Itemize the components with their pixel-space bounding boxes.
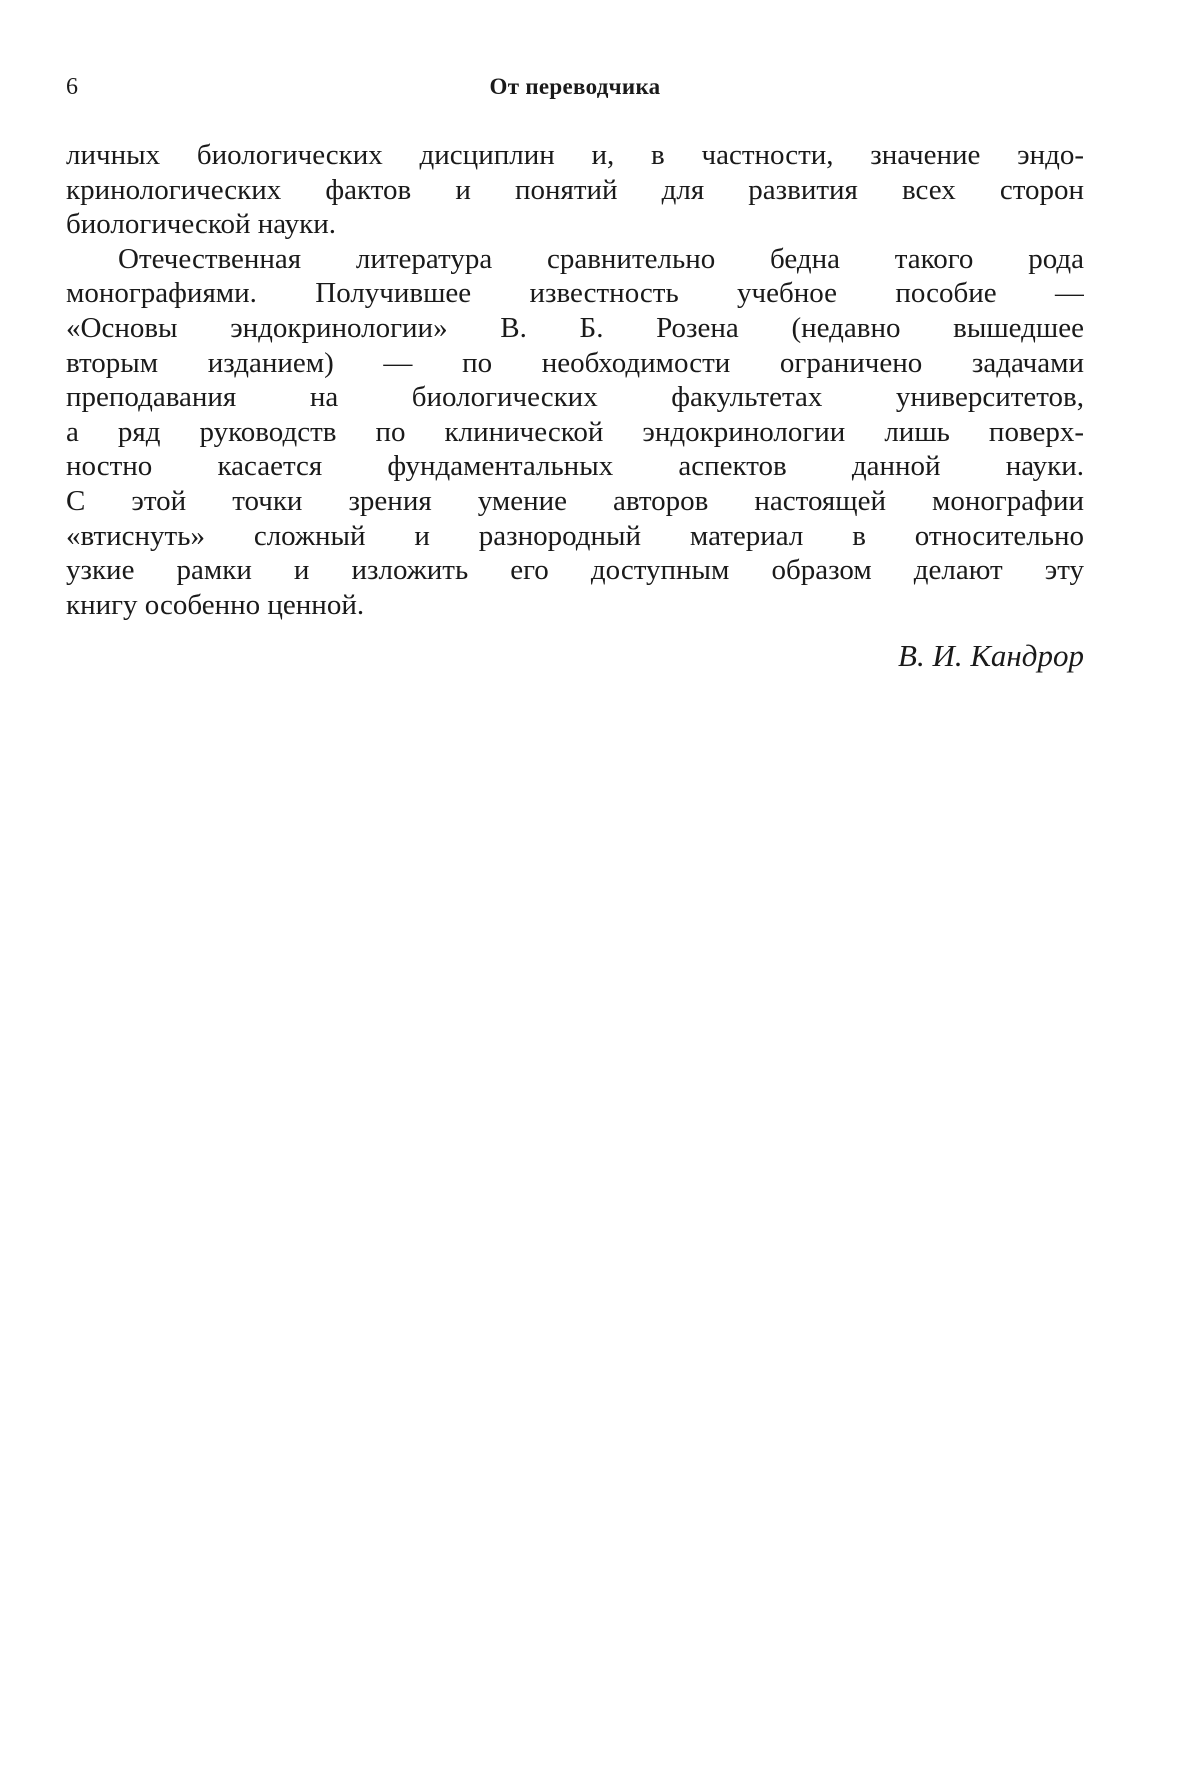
text-line: узкие рамки и изложить его доступным образом делают эту (66, 554, 1084, 587)
text-line: монографиями. Получившее известность учебное пособие — (66, 277, 1084, 310)
paragraph-1 (66, 138, 1084, 242)
text-line: биологической науки. (66, 208, 336, 241)
running-head (66, 70, 1084, 104)
text-line: «втиснуть» сложный и разнородный материал в относительно (66, 519, 1084, 552)
author-signature: В. И. Кандрор (898, 638, 1084, 673)
text-line: кринологических фактов и понятий для развития всех сторон (66, 173, 1084, 206)
text-line: «Основы эндокринологии» В. Б. Розена (недавно вышедшее (66, 311, 1084, 344)
page-number: 6 (66, 74, 78, 100)
text-line: личных биологических дисциплин и, в частности, значение эндо- (66, 139, 1084, 171)
body-text (66, 138, 1084, 622)
text-line: Отечественная литература сравнительно бедна такого рода (118, 242, 1084, 275)
text-line: ностно касается фундаментальных аспектов данной науки. (66, 450, 1084, 483)
text-line: вторым изданием) — по необходимости ограничено задачами (66, 346, 1084, 379)
text-line: С этой точки зрения умение авторов настоящей монографии (66, 484, 1084, 517)
running-title: От переводчика (489, 74, 661, 99)
text-line: книгу особенно ценной. (66, 588, 365, 621)
paragraph-2 (66, 242, 1084, 623)
text-line: преподавания на биологических факультетах университетов, (66, 381, 1084, 414)
text-line: а ряд руководств по клинической эндокринологии лишь поверх- (66, 415, 1084, 448)
